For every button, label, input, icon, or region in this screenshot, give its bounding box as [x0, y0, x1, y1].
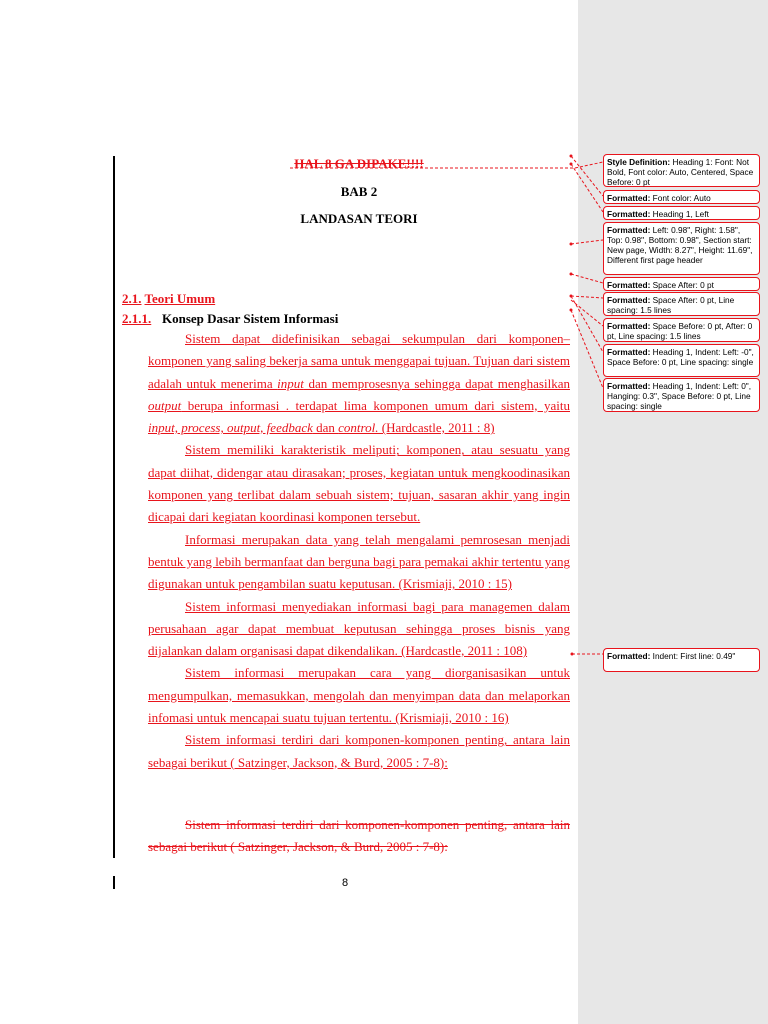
balloon-style-definition[interactable]: Style Definition: Heading 1: Font: Not Bold, Font color: Auto, Centered, Space Before: 0 pt: [603, 154, 760, 187]
paragraph-4[interactable]: Sistem informasi menyediakan informasi bagi para managemen dalam perusahaan agar dapat membuat keputusan sehingga proses bisnis yang dijalankan dalam organisasi dapat dikendalikan. (Hardcastle, 2011 : 108): [148, 598, 570, 659]
balloon-line-spacing[interactable]: Formatted: Space After: 0 pt, Line spacing: 1.5 lines: [603, 292, 760, 316]
chapter-title[interactable]: LANDASAN TEORI: [300, 211, 418, 226]
body-text[interactable]: [148, 328, 570, 774]
page-number: 8: [341, 877, 349, 889]
subsection-title: Konsep Dasar Sistem Informasi: [162, 311, 339, 326]
paragraph-6[interactable]: Sistem informasi terdiri dari komponen-komponen penting, antara lain sebagai berikut ( Satzinger, Jackson, & Burd, 2005 : 7-8):: [148, 732, 570, 770]
paragraph-1[interactable]: Sistem dapat didefinisikan sebagai sekumpulan dari komponen–komponen yang saling bekerja sama untuk menggapai tujuan. Tujuan dari sistem adalah untuk menerima input dan memprosesnya sehingga dapat menghasilkan output berupa informasi . terdapat lima komponen umum dari sistem, yaitu input, process, output, feedback dan control. (Hardcastle, 2011 : 8): [148, 331, 570, 436]
balloon-heading-left[interactable]: Formatted: Heading 1, Left: [603, 206, 760, 220]
balloon-space-before[interactable]: Formatted: Space Before: 0 pt, After: 0 pt, Line spacing: 1.5 lines: [603, 318, 760, 342]
balloon-space-after[interactable]: Formatted: Space After: 0 pt: [603, 277, 760, 291]
change-bar: [113, 156, 115, 858]
balloon-section-start[interactable]: Formatted: Left: 0.98", Right: 1.58", Top: 0.98", Bottom: 0.98", Section start: New page, Width: 8.27", Height: 11.69", Different first page header: [603, 222, 760, 275]
balloon-heading-indent[interactable]: Formatted: Heading 1, Indent: Left: -0", Space Before: 0 pt, Line spacing: single: [603, 344, 760, 377]
paragraph-2[interactable]: Sistem memiliki karakteristik meliputi; komponen, atau sesuatu yang dapat diihat, didengar atau dirasakan; proses, kegiatan untuk mengkoodinasikan komponen yang terlibat dalam sebuah sistem; tujuan, sasaran akhir yang ingin dicapai dari kegiatan koordinasi komponen tersebut.: [148, 442, 570, 525]
deleted-paragraph[interactable]: Sistem informasi terdiri dari komponen-komponen penting, antara lain sebagai berikut ( Satzinger, Jackson, & Burd, 2005 : 7-8):: [148, 817, 570, 855]
paragraph-5[interactable]: Sistem informasi merupakan cara yang diorganisasikan untuk mengumpulkan, memasukkan, mengolah dan menyimpan data dan melaporkan infomasi untuk mencapai suatu tujuan tertentu. (Krismiaji, 2010 : 16): [148, 665, 570, 726]
balloon-font-color[interactable]: Formatted: Font color: Auto: [603, 190, 760, 204]
section-heading[interactable]: [122, 290, 215, 307]
section-number: 2.1.: [122, 291, 142, 306]
chapter-label[interactable]: BAB 2: [340, 184, 378, 199]
deleted-note[interactable]: HAL 8 GA DIPAKE!!!!: [294, 156, 424, 171]
subsection-number: 2.1.1.: [122, 311, 152, 326]
subsection-heading[interactable]: [122, 310, 338, 327]
section-title: Teori Umum: [144, 291, 216, 306]
balloon-heading-hanging[interactable]: Formatted: Heading 1, Indent: Left: 0", Hanging: 0.3", Space Before: 0 pt, Line spacing: single: [603, 378, 760, 412]
paragraph-3[interactable]: Informasi merupakan data yang telah mengalami pemrosesan menjadi bentuk yang lebih bermanfaat dan berguna bagi para pemakai akhir tertentu yang digunakan untuk pengambilan suatu keputusan. (Krismiaji, 2010 : 15): [148, 531, 570, 592]
balloon-first-line-indent[interactable]: Formatted: Indent: First line: 0.49": [603, 648, 760, 672]
